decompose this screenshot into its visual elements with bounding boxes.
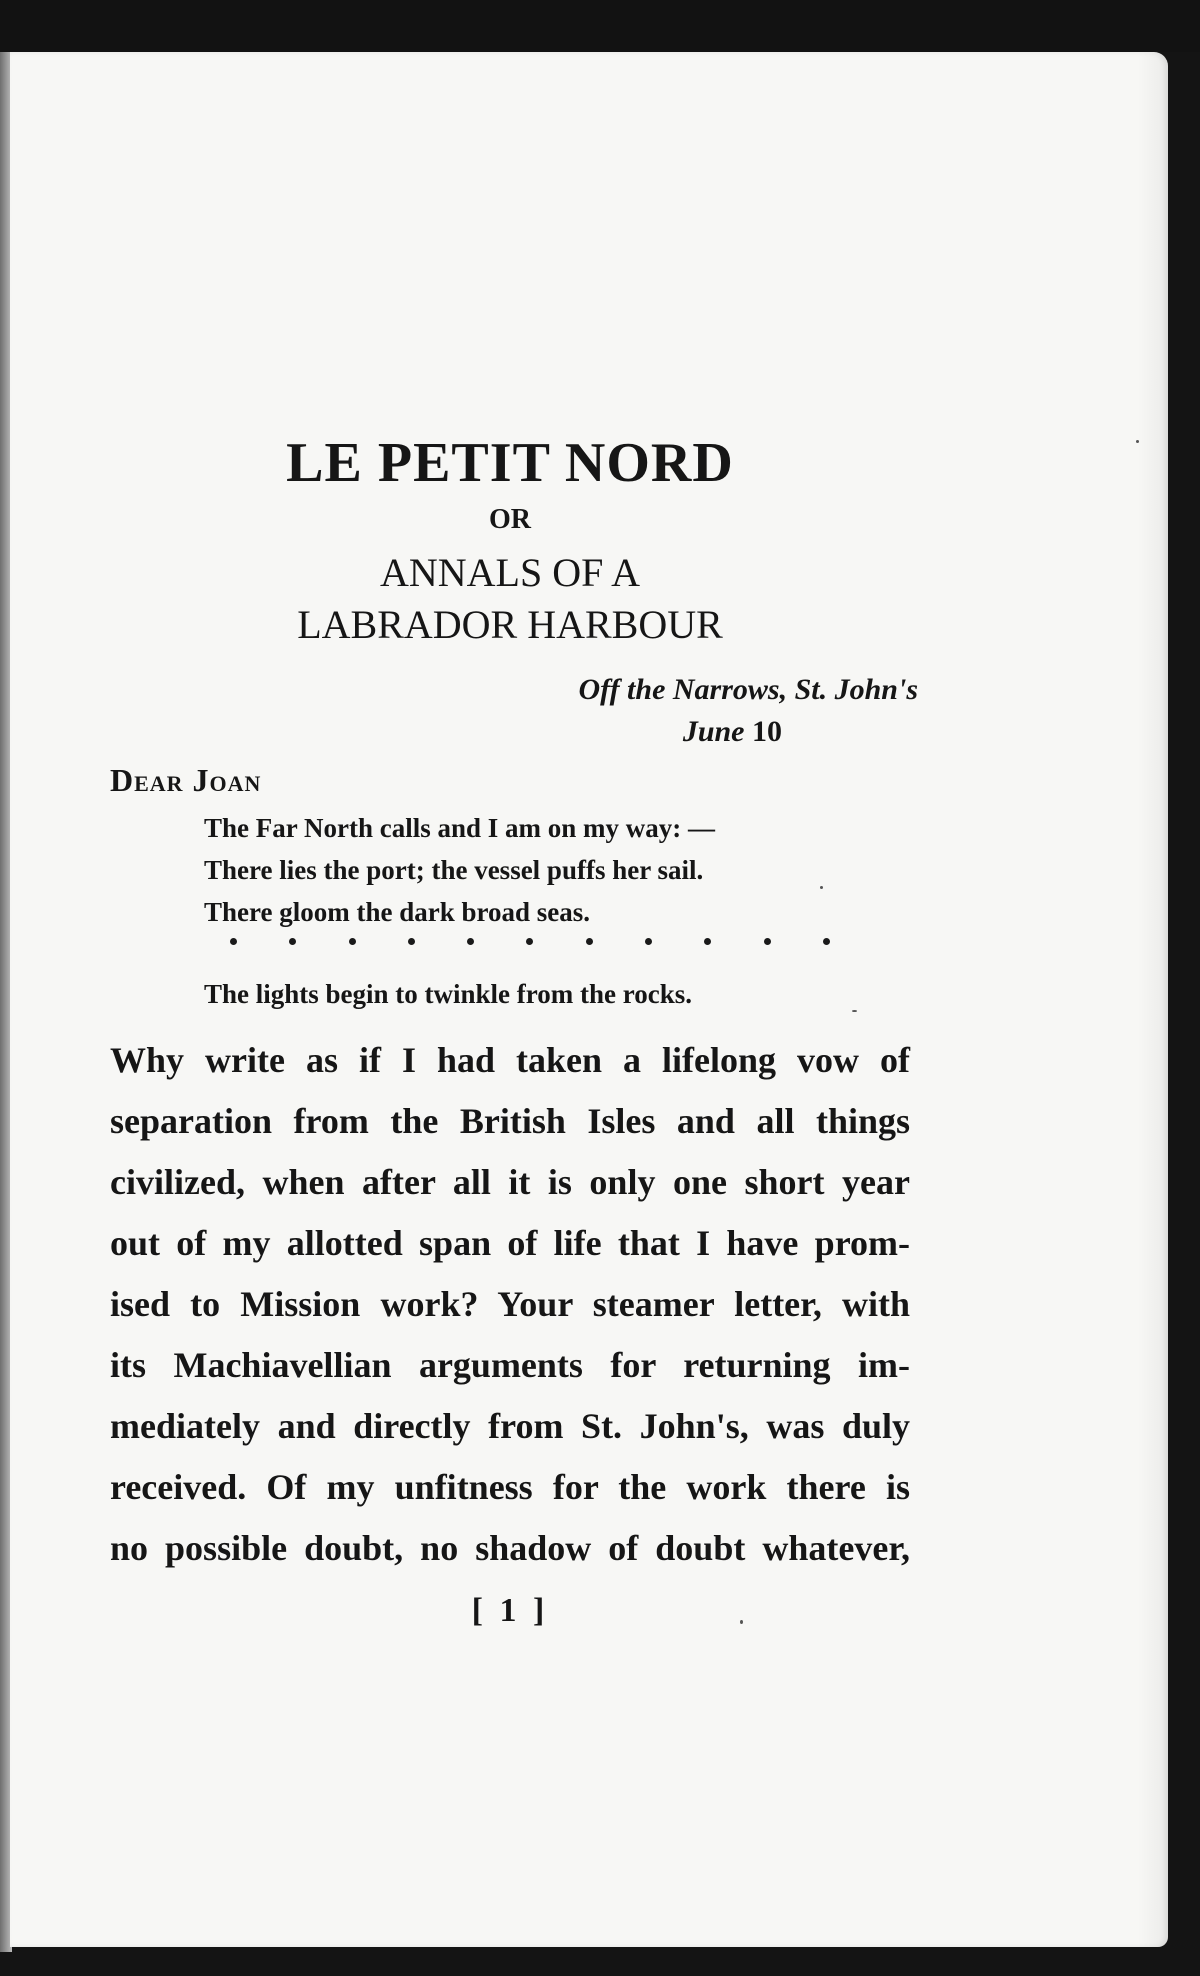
body-line xyxy=(110,1152,910,1213)
verse-line-1: The Far North calls and I am on my way: — xyxy=(204,813,716,843)
verse-line-3: There gloom the dark broad seas. xyxy=(204,897,591,927)
body-line xyxy=(110,1030,910,1091)
page-number: [ 1 ] xyxy=(471,1592,549,1629)
ellipsis-dot xyxy=(289,938,296,945)
subtitle-line-1: ANNALS OF A xyxy=(379,550,641,595)
ellipsis-dot xyxy=(704,938,711,945)
body-line xyxy=(110,1457,910,1518)
verse-line-2: There lies the port; the vessel puffs her sail. xyxy=(204,855,704,885)
ellipsis-dot xyxy=(645,938,652,945)
verse-line-4: The lights begin to twinkle from the rocks. xyxy=(204,979,693,1009)
page-curl-shadow xyxy=(1138,52,1168,1947)
body-line xyxy=(110,1518,910,1579)
body-line xyxy=(110,1091,910,1152)
ellipsis-dot xyxy=(764,938,771,945)
book-title: LE PETIT NORD xyxy=(286,432,734,494)
ellipsis-dot xyxy=(526,938,533,945)
scan-speck xyxy=(820,886,823,889)
ellipsis-dot xyxy=(586,938,593,945)
dateline-place: Off the Narrows, St. John's xyxy=(578,673,918,706)
verse-ellipsis-dots xyxy=(230,938,830,962)
body-line xyxy=(110,1213,910,1274)
body-line-text: no possible doubt, no shadow of doubt whatever, xyxy=(110,1528,910,1568)
body-line xyxy=(110,1335,910,1396)
body-line-text: mediately and directly from St. John's, was duly xyxy=(110,1406,910,1446)
body-line-text: separation from the British Isles and all things xyxy=(110,1101,910,1141)
body-line-text: civilized, when after all it is only one short year xyxy=(110,1162,910,1202)
title-conjunction: OR xyxy=(489,504,531,535)
dateline-day: 10 xyxy=(752,715,782,748)
body-line-text: received. Of my unfitness for the work there is xyxy=(110,1467,910,1507)
ellipsis-dot xyxy=(349,938,356,945)
scanner-background-top xyxy=(0,0,1200,52)
dateline-date xyxy=(683,712,782,752)
body-line xyxy=(110,1274,910,1335)
ellipsis-dot xyxy=(823,938,830,945)
ellipsis-dot xyxy=(408,938,415,945)
body-line-text: its Machiavellian arguments for returning im- xyxy=(110,1345,910,1385)
body-line-text: Why write as if I had taken a lifelong vow of xyxy=(110,1040,910,1080)
subtitle-line-2: LABRADOR HARBOUR xyxy=(297,602,723,647)
body-line-text: ised to Mission work? Your steamer letter, with xyxy=(110,1284,910,1324)
scan-speck xyxy=(1136,440,1139,443)
body-line-text: out of my allotted span of life that I have prom- xyxy=(110,1223,910,1263)
letter-salutation: Dear Joan xyxy=(110,762,262,798)
dateline-month: June xyxy=(682,715,745,748)
scan-speck xyxy=(852,1010,857,1012)
ellipsis-dot xyxy=(230,938,237,945)
body-line xyxy=(110,1396,910,1457)
body-paragraph xyxy=(110,1030,910,1579)
scan-speck xyxy=(740,1620,743,1624)
ellipsis-dot xyxy=(467,938,474,945)
